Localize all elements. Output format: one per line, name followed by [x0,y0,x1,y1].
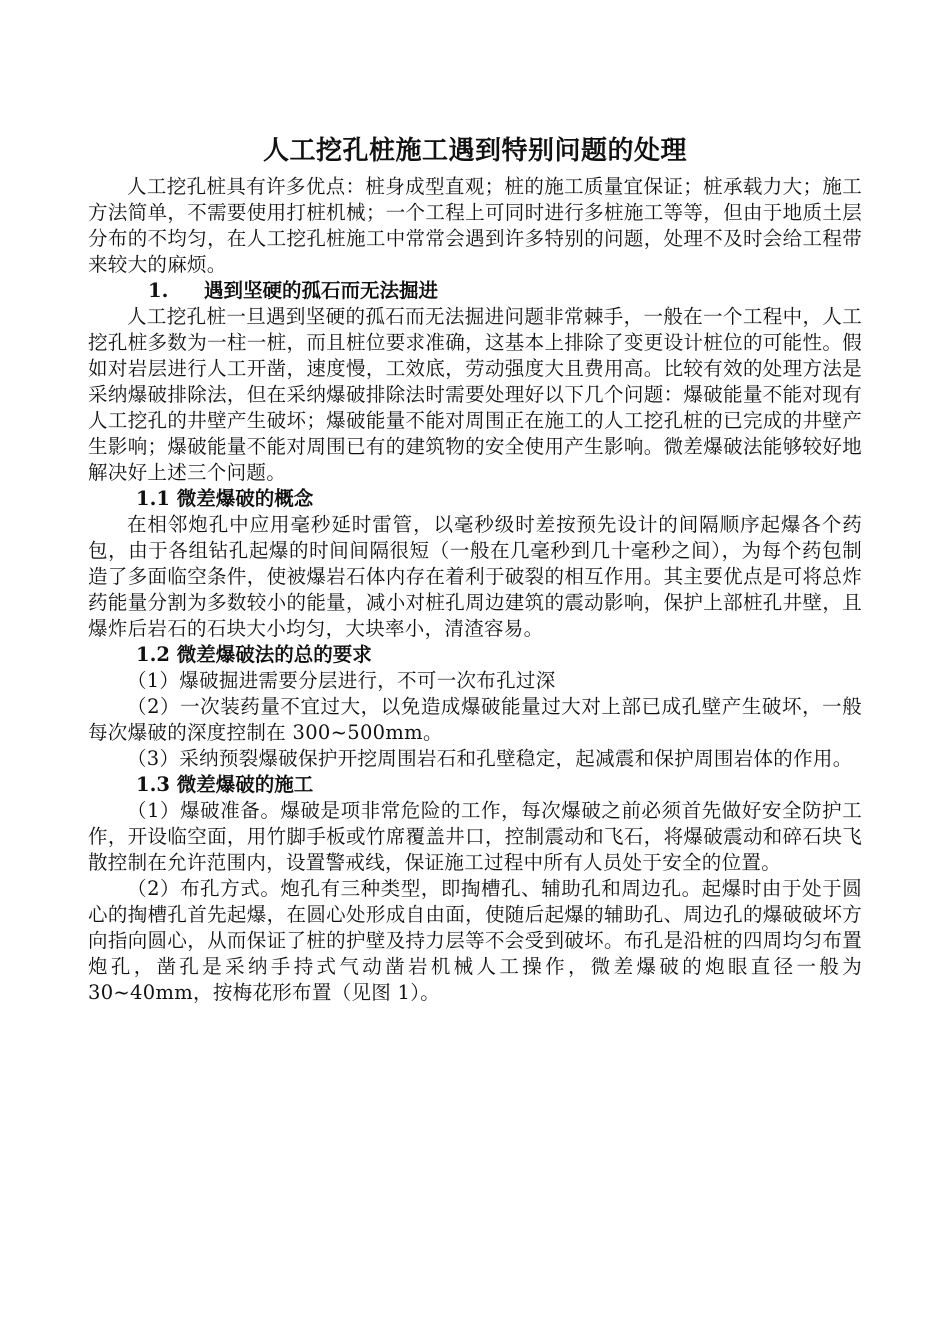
section-1-1-paragraph: 在相邻炮孔中应用毫秒延时雷管，以毫秒级时差按预先设计的间隔顺序起爆各个药包，由于各组钻孔起爆的时间间隔很短（一般在几毫秒到几十毫秒之间），为每个药包制造了多面临空条件，使被爆岩石体内存在着利于破裂的相互作用。其主要优点是可将总炸药能量分割为多数较小的能量，减小对桩孔周边建筑的震动影响，保护上部桩孔井壁，且爆炸后岩石的石块大小均匀，大块率小，清渣容易。 [88,513,862,640]
section-1-3-heading: 1.3 微差爆破的施工 [136,773,314,796]
section-1-2-item: （2）一次装药量不宜过大，以免造成爆破能量过大对上部已成孔壁产生破坏，一般每次爆破的深度控制在 300~500mm。 [88,695,862,744]
intro-paragraph: 人工挖孔桩具有许多优点：桩身成型直观；桩的施工质量宜保证；桩承载力大；施工方法简单，不需要使用打桩机械；一个工程上可同时进行多桩施工等等，但由于地质土层分布的不均匀，在人工挖孔桩施工中常常会遇到许多特别的问题，处理不及时会给工程带来较大的麻烦。 [88,175,862,276]
section-1-1-heading: 1.1 微差爆破的概念 [136,487,314,510]
document-page [88,134,862,1006]
section-1-paragraph: 人工挖孔桩一旦遇到坚硬的孤石而无法掘进问题非常棘手，一般在一个工程中，人工挖孔桩多数为一柱一桩，而且桩位要求准确，这基本上排除了变更设计桩位的可能性。假如对岩层进行人工开凿，速度慢，工效底，劳动强度大且费用高。比较有效的处理方法是采纳爆破排除法，但在采纳爆破排除法时需要处理好以下几个问题：爆破能量不能对现有人工挖孔的井壁产生破坏；爆破能量不能对周围正在施工的人工挖孔桩的已完成的井壁产生影响；爆破能量不能对周围已有的建筑物的安全使用产生影响。微差爆破法能够较好地解决好上述三个问题。 [88,305,862,484]
section-1-2-heading: 1.2 微差爆破法的总的要求 [136,643,372,666]
section-1-number: 1. [148,279,169,302]
section-1-heading [88,278,862,304]
section-1-2-item: （3）采纳预裂爆破保护开挖周围岩石和孔壁稳定，起减震和保护周围岩体的作用。 [127,747,853,770]
section-1-title: 遇到坚硬的孤石而无法掘进 [204,279,439,302]
document-title: 人工挖孔桩施工遇到特别问题的处理 [262,136,687,166]
section-1-3-item: （2）布孔方式。炮孔有三种类型，即掏槽孔、辅助孔和周边孔。起爆时由于处于圆心的掏槽孔首先起爆，在圆心处形成自由面，使随后起爆的辅助孔、周边孔的爆破破坏方向指向圆心，从而保证了桩的护壁及持力层等不会受到破坏。布孔是沿桩的四周均匀布置炮孔，凿孔是采纳手持式气动凿岩机械人工操作，微差爆破的炮眼直径一般为 30~40mm，按梅花形布置（见图 1）。 [88,877,862,1004]
section-1-2-item: （1）爆破掘进需要分层进行，不可一次布孔过深 [127,669,556,692]
section-1-3-item: （1）爆破准备。爆破是项非常危险的工作，每次爆破之前必须首先做好安全防护工作，开设临空面，用竹脚手板或竹席覆盖井口，控制震动和飞石，将爆破震动和碎石块飞散控制在允许范围内，设置警戒线，保证施工过程中所有人员处于安全的位置。 [88,799,862,874]
